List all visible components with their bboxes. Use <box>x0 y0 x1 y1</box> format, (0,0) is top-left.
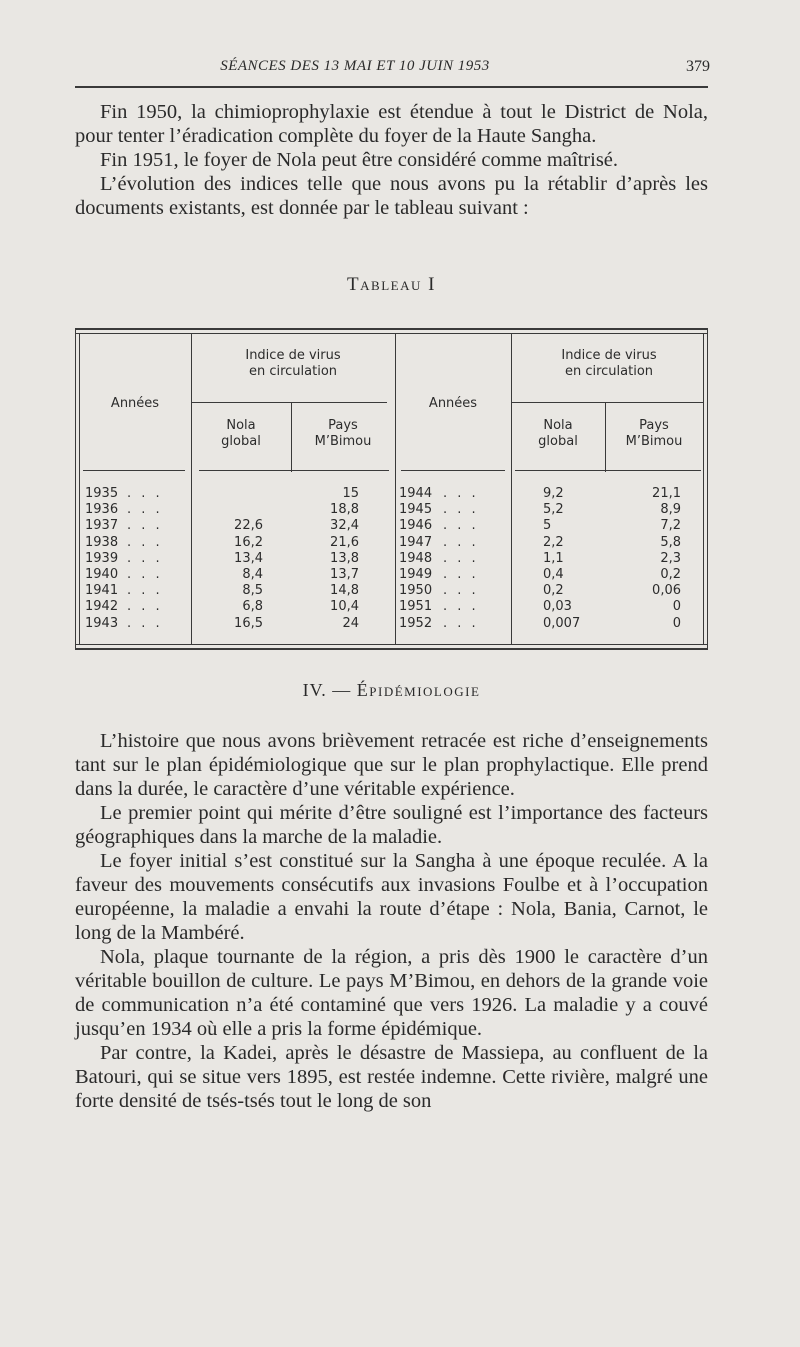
table-bottom-rule-inner <box>75 644 708 645</box>
row-pays-value: 5,8 <box>660 534 681 550</box>
row-leader: . . . <box>443 599 479 615</box>
row-year: 1935 <box>85 486 119 501</box>
header-pays-line1: Pays <box>328 418 358 433</box>
row-nola-value: 22,6 <box>234 518 263 534</box>
header-pays-line2: M’Bimou <box>314 434 372 449</box>
text-block-after-table <box>75 729 708 1113</box>
row-pays-value: 0 <box>672 615 681 631</box>
row-year: 1939 <box>85 550 119 566</box>
page-number: 379 <box>686 58 710 75</box>
row-year: 1950 <box>399 583 433 599</box>
row-nola-value: 5 <box>543 518 552 534</box>
row-pays-value: 7,2 <box>660 518 681 534</box>
row-pays-value: 18,8 <box>330 502 359 518</box>
row-leader: . . . <box>443 534 479 550</box>
col-divider <box>395 333 396 644</box>
row-leader: . . . <box>127 502 163 518</box>
header-nola-right <box>511 418 605 450</box>
row-leader: . . . <box>443 486 479 501</box>
header-nola-line1: Nola <box>226 418 256 433</box>
row-leader: . . . <box>127 550 163 566</box>
row-pays-value: 0 <box>672 599 681 615</box>
paragraph: Fin 1951, le foyer de Nola peut être considéré comme maîtrisé. <box>100 149 619 171</box>
row-leader: . . . <box>127 599 163 615</box>
row-nola-value: 16,2 <box>234 534 263 550</box>
row-leader: . . . <box>443 550 479 566</box>
header-pays-right <box>605 418 703 450</box>
header-bottom-rule <box>199 470 389 471</box>
running-title: SÉANCES DES 13 MAI ET 10 JUIN 1953 <box>220 58 490 74</box>
row-nola-value: 8,4 <box>242 567 263 582</box>
table-left-border-inner <box>79 333 80 644</box>
row-leader: . . . <box>127 615 163 631</box>
header-nola-line2: global <box>538 434 578 449</box>
row-nola-value: 0,2 <box>543 583 564 599</box>
row-nola-value: 2,2 <box>543 534 564 550</box>
row-year: 1944 <box>399 486 433 501</box>
group-header-line1: Indice de virus <box>245 348 341 363</box>
row-pays-value: 13,7 <box>330 567 359 582</box>
row-nola-value: 6,8 <box>242 599 263 615</box>
row-year: 1943 <box>85 615 119 631</box>
row-pays-value: 21,6 <box>330 534 359 550</box>
row-leader: . . . <box>127 518 163 534</box>
row-leader: . . . <box>127 486 163 501</box>
running-head <box>75 54 710 84</box>
row-pays-value: 10,4 <box>330 599 359 615</box>
row-year: 1937 <box>85 518 119 534</box>
row-leader: . . . <box>443 583 479 599</box>
row-year: 1951 <box>399 599 433 615</box>
row-year: 1945 <box>399 502 433 518</box>
header-bottom-rule <box>83 470 185 471</box>
row-pays-value: 14,8 <box>330 583 359 599</box>
section-title: Épidémiologie <box>356 680 481 700</box>
group-header-left <box>191 348 395 380</box>
paragraph: Par contre, la Kadei, après le désastre de Massiepa, au confluent de la Batouri, qui se situe vers 1895, est restée indemne. Cette rivière, malgré une forte densité de tsés-tsés tout le long de son <box>75 1042 708 1112</box>
row-year: 1938 <box>85 534 119 550</box>
row-pays-value: 0,06 <box>652 583 681 599</box>
header-rule <box>75 86 708 88</box>
group-header-line2: en circulation <box>248 364 338 379</box>
row-year: 1936 <box>85 502 119 518</box>
header-annees-left: Années <box>110 396 160 411</box>
row-nola-value: 8,5 <box>242 583 263 599</box>
header-nola-line1: Nola <box>543 418 573 433</box>
row-year: 1948 <box>399 550 433 566</box>
row-leader: . . . <box>443 567 479 582</box>
group-header-rule <box>191 402 387 403</box>
header-nola-line2: global <box>221 434 261 449</box>
text-block-before-table <box>75 100 708 220</box>
row-nola-value: 5,2 <box>543 502 564 518</box>
data-table <box>75 328 708 652</box>
row-pays-value: 0,2 <box>660 567 681 582</box>
row-nola-value: 9,2 <box>543 486 564 501</box>
section-heading <box>75 680 708 701</box>
table-top-rule <box>75 328 708 330</box>
group-header-line1: Indice de virus <box>561 348 657 363</box>
row-nola-value: 0,4 <box>543 567 564 582</box>
paragraph: Le premier point qui mérite d’être souligné est l’importance des facteurs géographiques dans la marche de la maladie. <box>75 802 708 848</box>
group-header-right <box>511 348 707 380</box>
row-year: 1949 <box>399 567 433 582</box>
table-top-rule-inner <box>75 333 708 334</box>
table-title: Tableau I <box>347 274 436 295</box>
paragraph: L’évolution des indices telle que nous avons pu la rétablir d’après les documents existants, est donnée par le tableau suivant : <box>75 173 708 219</box>
row-pays-value: 2,3 <box>660 550 681 566</box>
row-pays-value: 13,8 <box>330 550 359 566</box>
group-header-line2: en circulation <box>564 364 654 379</box>
header-nola-left <box>191 418 291 450</box>
paragraph: Fin 1950, la chimioprophylaxie est étendue à tout le District de Nola, pour tenter l’éradication complète du foyer de la Haute Sangha. <box>75 101 708 147</box>
row-leader: . . . <box>443 615 479 631</box>
group-header-rule <box>511 402 703 403</box>
header-pays-line1: Pays <box>639 418 669 433</box>
row-nola-value: 0,03 <box>543 599 572 615</box>
header-pays-line2: M’Bimou <box>625 434 683 449</box>
row-year: 1941 <box>85 583 119 599</box>
table-bottom-rule <box>75 648 708 650</box>
table-left-border <box>75 328 76 650</box>
row-pays-value: 15 <box>342 486 359 501</box>
header-pays-left <box>291 418 395 450</box>
row-leader: . . . <box>127 567 163 582</box>
row-nola-value: 1,1 <box>543 550 564 566</box>
row-year: 1946 <box>399 518 433 534</box>
row-year: 1947 <box>399 534 433 550</box>
table-right-border <box>707 328 708 650</box>
row-pays-value: 8,9 <box>660 502 681 518</box>
row-leader: . . . <box>443 518 479 534</box>
row-nola-value: 13,4 <box>234 550 263 566</box>
paragraph: L’histoire que nous avons brièvement retracée est riche d’enseignements tant sur le plan épidémiologique que sur le plan prophylactique. Elle prend dans la durée, le caractère d’une véritable expérience. <box>75 730 708 800</box>
row-pays-value: 21,1 <box>652 486 681 501</box>
row-pays-value: 32,4 <box>330 518 359 534</box>
row-pays-value: 24 <box>342 615 359 631</box>
paragraph: Nola, plaque tournante de la région, a pris dès 1900 le caractère d’un véritable bouillon de culture. Le pays M’Bimou, en dehors de la grande voie de communication n’a été contaminé que vers 1926. La maladie y a couvé jusqu’en 1934 où elle a pris la forme épidémique. <box>75 946 708 1040</box>
header-bottom-rule <box>401 470 505 471</box>
header-bottom-rule <box>515 470 701 471</box>
row-year: 1940 <box>85 567 119 582</box>
row-leader: . . . <box>127 534 163 550</box>
header-annees-right: Années <box>428 396 478 411</box>
section-number: IV. — <box>302 680 352 700</box>
row-nola-value: 16,5 <box>234 615 263 631</box>
row-leader: . . . <box>127 583 163 599</box>
row-year: 1942 <box>85 599 119 615</box>
row-year: 1952 <box>399 615 433 631</box>
paragraph: Le foyer initial s’est constitué sur la Sangha à une époque reculée. A la faveur des mouvements consécutifs aux invasions Foulbe et à l’occupation européenne, la maladie a envahi la route d’étape : Nola, Bania, Carnot, le long de la Mambéré. <box>75 850 708 944</box>
row-nola-value: 0,007 <box>543 615 581 631</box>
row-leader: . . . <box>443 502 479 518</box>
